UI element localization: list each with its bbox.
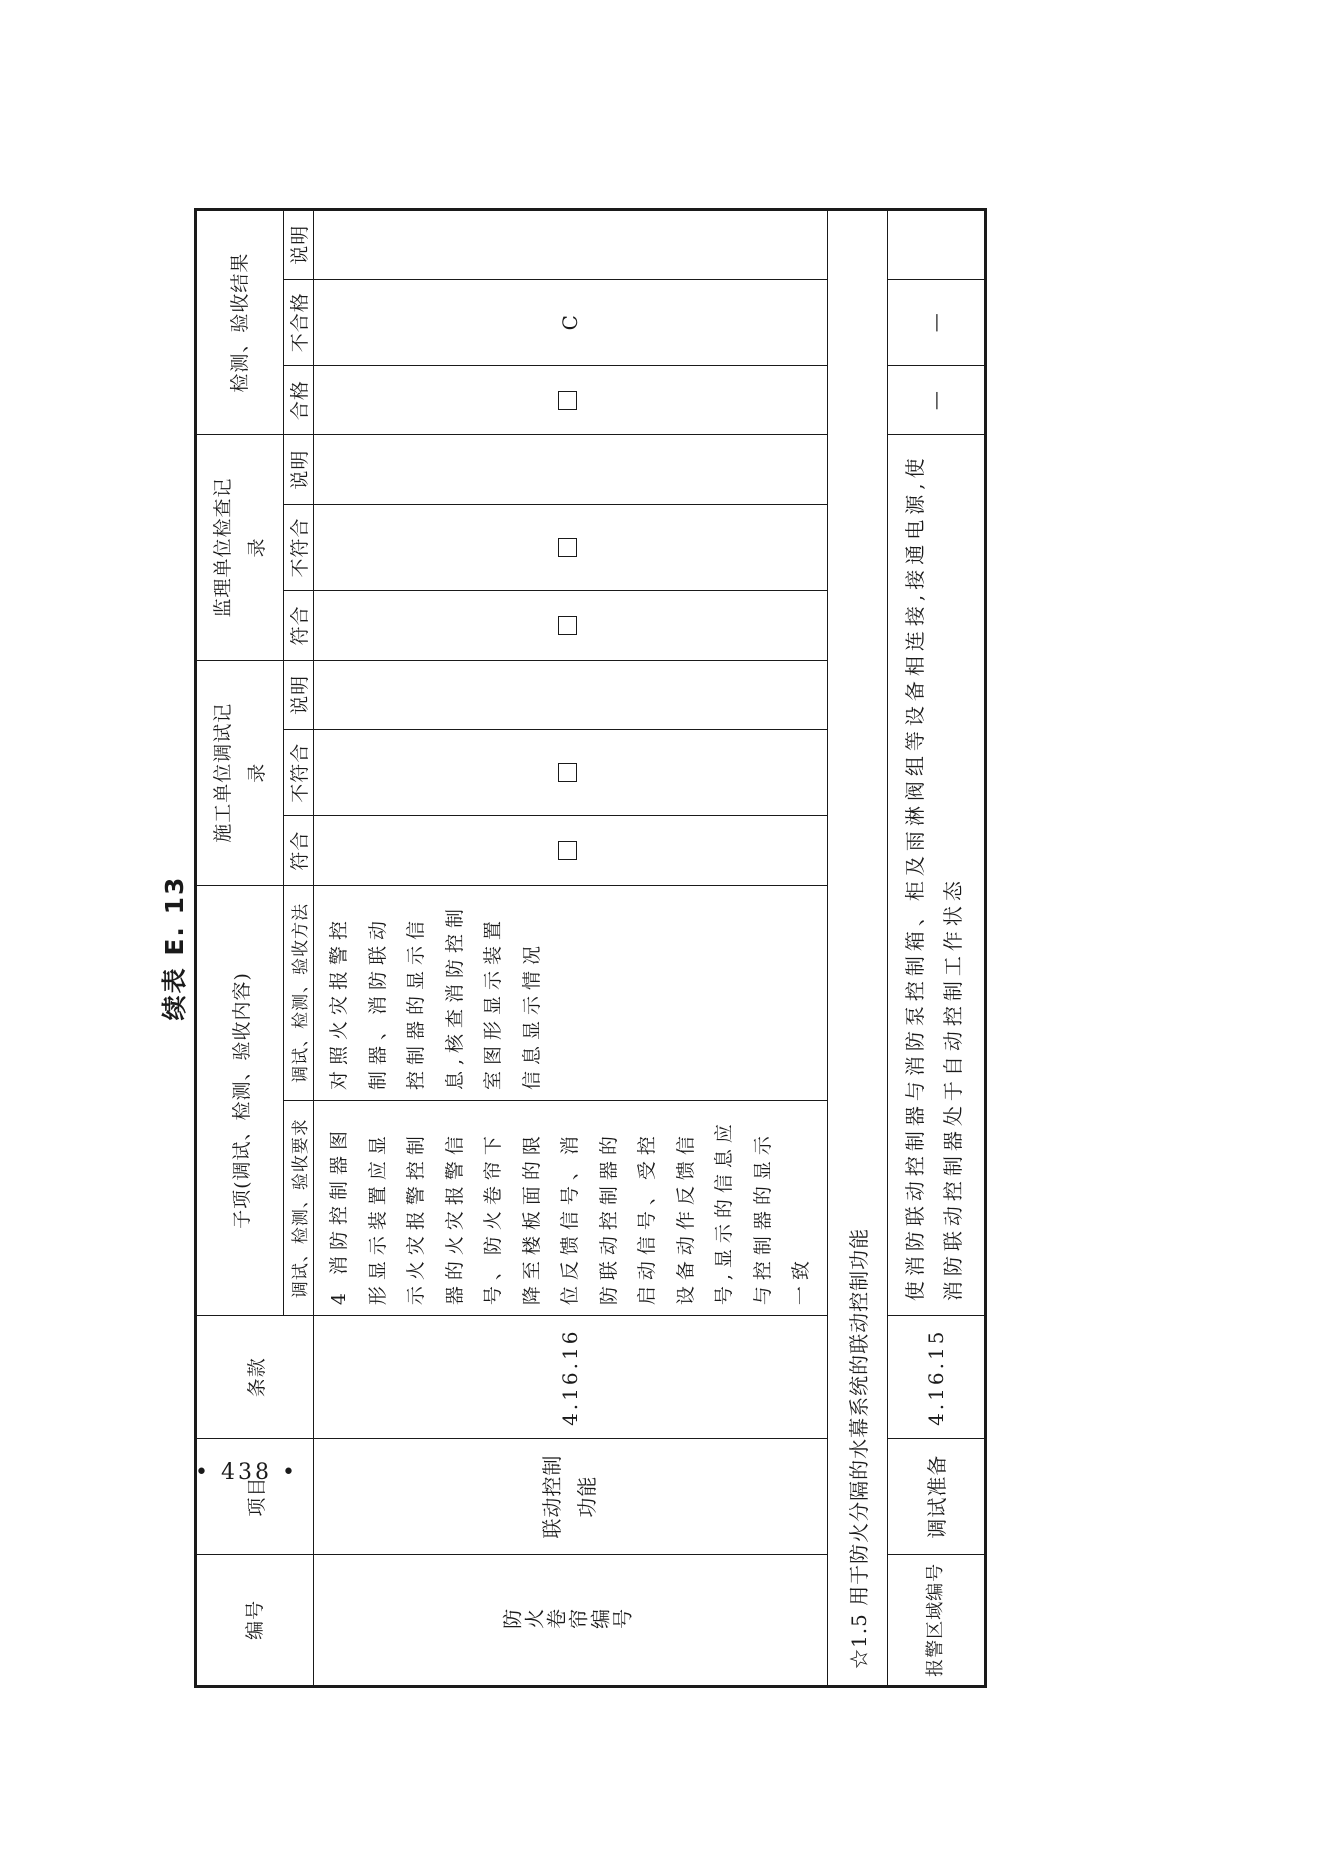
header-result: 检测、验收结果: [196, 210, 284, 435]
table-row: [887, 210, 985, 1687]
header-note-3: 说明: [284, 210, 314, 280]
header-conform-1: 符合: [284, 816, 314, 885]
rotated-page: [155, 208, 1135, 1688]
header-conform-2: 符合: [284, 591, 314, 660]
row2-qualified-mark: —: [887, 365, 985, 434]
fire-shutter-number-label: 防火卷帘编号: [314, 1554, 828, 1686]
row2-content: 使消防联动控制器与消防泵控制箱、柜及雨淋阀组等设备相连接,接通电源,使消防联动控制器处于自动控制工作状态: [887, 435, 985, 1316]
construction-conform-checkbox[interactable]: [314, 816, 828, 885]
header-item: 项目: [196, 1439, 314, 1554]
header-clause: 条款: [196, 1316, 314, 1439]
row1-item: 联动控制功能: [314, 1439, 828, 1554]
construction-nonconform-checkbox[interactable]: [314, 730, 828, 816]
header-construction-unit: 施工单位调试记录: [196, 660, 284, 885]
section-row: [827, 210, 887, 1687]
alarm-zone-number-label: 报警区域编号: [887, 1554, 985, 1686]
table-row: [314, 210, 828, 1687]
header-sub-item: 子项(调试、检测、验收内容): [196, 885, 284, 1315]
header-nonconform-2: 不符合: [284, 504, 314, 590]
page-number: • 438 •: [195, 1460, 298, 1485]
result-note-cell[interactable]: [314, 210, 828, 280]
header-method: 调试、检测、验收方法: [284, 885, 314, 1100]
row1-clause: 4.16.16: [314, 1316, 828, 1439]
table-title: 续表 E. 13: [160, 875, 189, 1021]
row2-note-cell[interactable]: [887, 210, 985, 280]
header-note-2: 说明: [284, 435, 314, 505]
header-requirement: 调试、检测、验收要求: [284, 1100, 314, 1315]
row2-clause: 4.16.15: [887, 1316, 985, 1439]
supervision-nonconform-checkbox[interactable]: [314, 504, 828, 590]
construction-note-cell[interactable]: [314, 660, 828, 730]
header-unqualified: 不合格: [284, 279, 314, 365]
row1-requirement: 4 消防控制器图形显示装置应显示火灾报警控制器的火灾报警信号、防火卷帘下降至楼板面的限位反馈信号、消防联动控制器的启动信号、受控设备动作反馈信号,显示的信息应与控制器的显示一致: [314, 1100, 828, 1315]
supervision-conform-checkbox[interactable]: [314, 591, 828, 660]
header-nonconform-1: 不符合: [284, 730, 314, 816]
result-qualified-checkbox[interactable]: [314, 365, 828, 434]
section-heading: ☆1.5 用于防火分隔的水幕系统的联动控制功能: [827, 210, 887, 1687]
result-unqualified-mark: C: [314, 279, 828, 365]
inspection-table: [194, 208, 987, 1688]
header-qualified: 合格: [284, 365, 314, 434]
header-note-1: 说明: [284, 660, 314, 730]
header-supervision-unit: 监理单位检查记录: [196, 435, 284, 660]
supervision-note-cell[interactable]: [314, 435, 828, 505]
header-number: 编号: [196, 1554, 314, 1686]
row1-method: 对照火灾报警控制器、消防联动控制器的显示信息,核查消防控制室图形显示装置信息显示情况: [314, 885, 828, 1100]
row2-unqualified-mark: —: [887, 279, 985, 365]
row2-item: 调试准备: [887, 1439, 985, 1554]
